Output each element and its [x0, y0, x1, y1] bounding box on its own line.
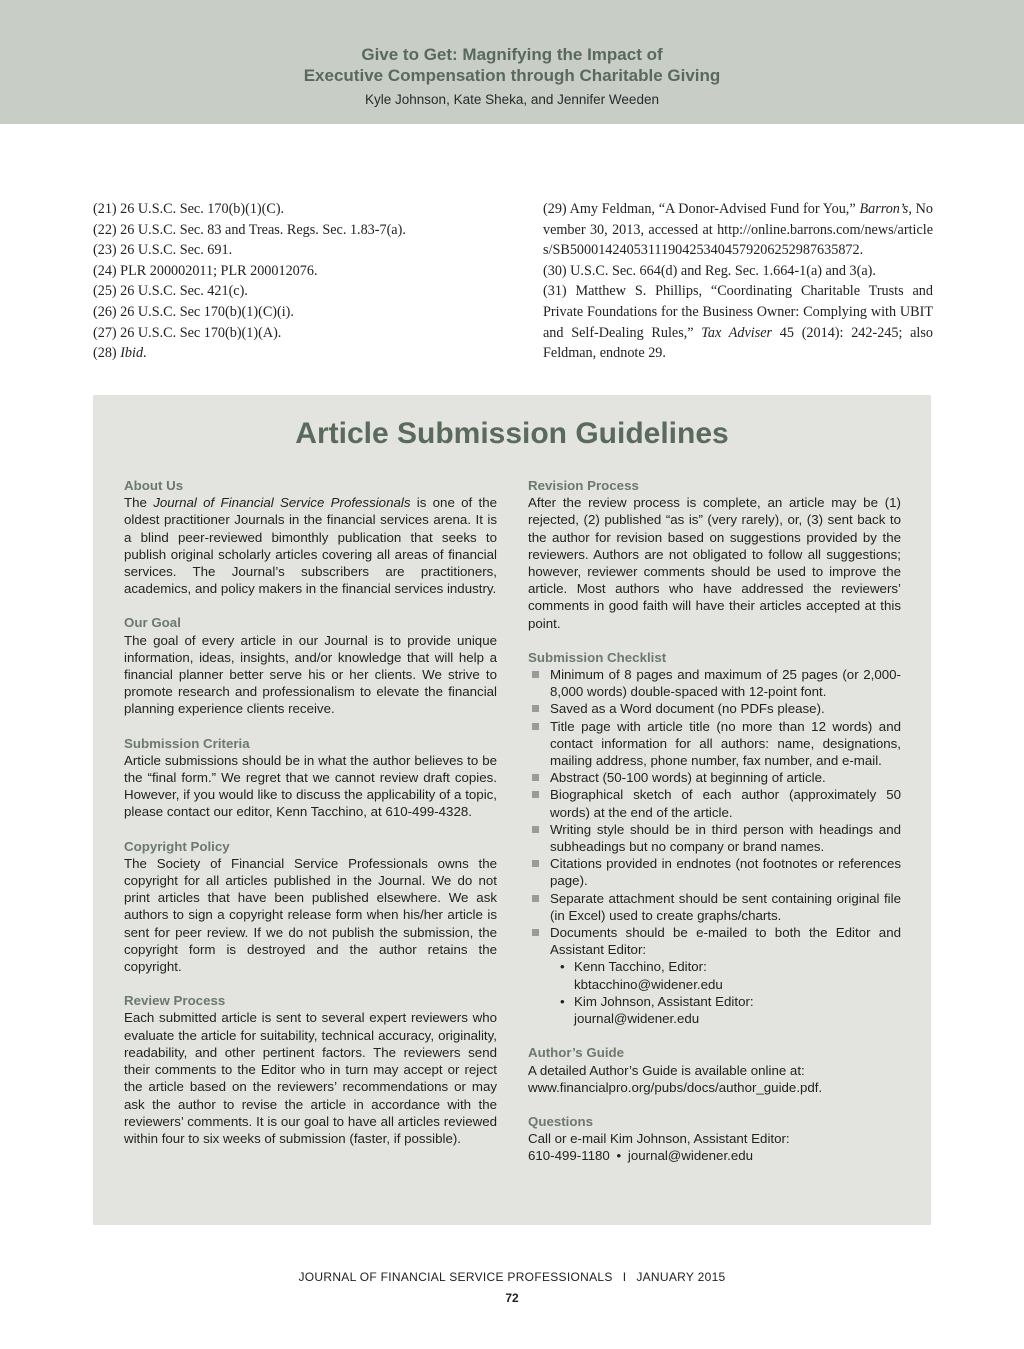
- footer-separator: I: [622, 1270, 627, 1284]
- authors-guide-url[interactable]: www.financialpro.org/pubs/docs/author_guide.pdf.: [528, 1079, 823, 1095]
- endnote-28-end: .: [143, 345, 147, 362]
- checklist-item: Citations provided in endnotes (not footnotes or references page).: [528, 855, 901, 889]
- article-title-line-2: Executive Compensation through Charitable Giving: [303, 66, 721, 85]
- review-process-body: Each submitted article is sent to several expert reviewers who evaluate the article for suitability, technical accuracy, originality, readability, and other pertinent factors. The reviewers send their comments to the Editor who in turn may accept or reject the article based on the reviewers’ recommendations or may ask the author to revise the article in accordance with the reviewers’ comments. It is our goal to have all articles reviewed within four to six weeks of submission (faster, if possible).: [124, 1010, 497, 1146]
- page-number: 72: [505, 1291, 519, 1305]
- endnote-25: (25) 26 U.S.C. Sec. 421(c).: [93, 283, 248, 300]
- about-us-text: The: [124, 495, 154, 511]
- endnote-30: (30) U.S.C. Sec. 664(d) and Reg. Sec. 1.664-1(a) and 3(a).: [543, 262, 876, 279]
- endnotes-left-column: [93, 199, 513, 364]
- endnote-28-italic: Ibid: [120, 345, 144, 362]
- questions-email[interactable]: journal@widener.edu: [627, 1148, 754, 1164]
- article-title-line-1: Give to Get: Magnifying the Impact of: [361, 45, 663, 64]
- questions-contact-line: [528, 1147, 901, 1164]
- assistant-editor-contact-name: • Kim Johnson, Assistant Editor:: [574, 993, 754, 1009]
- about-us-section: [124, 477, 497, 597]
- checklist-item: Minimum of 8 pages and maximum of 25 pages (or 2,000-8,000 words) double-spaced with 12-point font.: [528, 666, 901, 700]
- endnotes-right-column: [543, 199, 933, 364]
- checklist-item: Separate attachment should be sent containing original file (in Excel) used to create graphs/charts.: [528, 890, 901, 924]
- our-goal-heading: Our Goal: [124, 615, 181, 631]
- endnote-29-text: (29) Amy Feldman, “A Donor-Advised Fund for You,”: [543, 201, 860, 217]
- article-title: [0, 44, 1024, 86]
- questions-text: Call or e-mail Kim Johnson, Assistant Editor:: [528, 1131, 790, 1147]
- journal-name: Journal of Financial Service Professionals: [153, 495, 411, 511]
- checklist-item: Abstract (50-100 words) at beginning of article.: [528, 769, 901, 786]
- endnote-31: [543, 281, 933, 363]
- endnote-28: [93, 343, 513, 364]
- submission-checklist-heading: Submission Checklist: [528, 649, 667, 665]
- authors-guide-section: [528, 1044, 901, 1096]
- review-process-heading: Review Process: [124, 993, 226, 1009]
- checklist-item: Writing style should be in third person with headings and subheadings but no company or brand names.: [528, 821, 901, 855]
- submission-criteria-section: [124, 735, 497, 821]
- checklist-item: Title page with article title (no more than 12 words) and contact information for all authors: name, designations, mailing address, phone number, fax number, and e-mail.: [528, 718, 901, 770]
- submission-checklist: [528, 666, 901, 958]
- endnote-27: (27) 26 U.S.C. Sec 170(b)(1)(A).: [93, 324, 282, 341]
- copyright-policy-section: [124, 838, 497, 976]
- editor-contacts: [528, 958, 901, 1027]
- questions-heading: Questions: [528, 1113, 594, 1129]
- our-goal-body: The goal of every article in our Journal is to provide unique information, ideas, insights, and/or knowledge that will help a financial planner better serve his or her clients. We strive to promote research and professionalism to elevate the financial planning experience clients receive.: [124, 632, 497, 717]
- running-header: [0, 0, 1024, 124]
- endnote-26: (26) 26 U.S.C. Sec 170(b)(1)(C)(i).: [93, 303, 294, 320]
- assistant-editor-contact: [528, 993, 901, 1027]
- guidelines-title: Article Submission Guidelines: [295, 417, 729, 450]
- checklist-item: Saved as a Word document (no PDFs please).: [528, 700, 901, 717]
- copyright-policy-body: The Society of Financial Service Professionals owns the copyright for all articles published in the Journal. We do not print articles that have been published elsewhere. We ask authors to sign a copyright release form when his/her article is sent for peer review. If we do not publish the submission, the copyright form is destroyed and the author retains the copyright.: [124, 855, 497, 975]
- revision-process-heading: Revision Process: [528, 478, 639, 493]
- submission-criteria-heading: Submission Criteria: [124, 735, 250, 751]
- editor-contact-name: • Kenn Tacchino, Editor:: [574, 959, 707, 975]
- submission-criteria-body: Article submissions should be in what the author believes to be the “final form.” We regret that we cannot review draft copies. However, if you would like to discuss the applicability of a topic, please contact our editor, Kenn Tacchino, at 610-499-4328.: [124, 752, 497, 820]
- authors-guide-heading: Author’s Guide: [528, 1045, 625, 1061]
- endnote-29-italic: Barron’s: [859, 201, 909, 217]
- revision-process-section: [528, 477, 901, 632]
- endnote-29-rest: , November 30, 2013, accessed at http://online.barrons.com/news/articles/SB50001424053111904253404579206252987635872.: [543, 201, 933, 259]
- questions-phone[interactable]: 610-499-1180: [528, 1148, 610, 1164]
- guidelines-left-column: [124, 477, 497, 1164]
- questions-section: [528, 1113, 901, 1165]
- page-footer: [0, 1270, 1024, 1284]
- endnote-21: (21) 26 U.S.C. Sec. 170(b)(1)(C).: [93, 201, 285, 217]
- submission-checklist-section: [528, 649, 901, 1027]
- editor-contact: [528, 958, 901, 992]
- endnote-24: (24) PLR 200002011; PLR 200012076.: [93, 262, 318, 279]
- endnote-22: (22) 26 U.S.C. Sec. 83 and Treas. Regs. Sec. 1.83-7(a).: [93, 221, 406, 238]
- checklist-item: Biographical sketch of each author (approximately 50 words) at the end of the article.: [528, 786, 901, 820]
- editor-contact-email[interactable]: kbtacchino@widener.edu: [574, 976, 723, 992]
- endnote-29: [543, 199, 933, 261]
- about-us-body: [124, 494, 497, 597]
- article-authors: Kyle Johnson, Kate Sheka, and Jennifer Weeden: [365, 92, 659, 107]
- revision-process-body: After the review process is complete, an article may be (1) rejected, (2) published “as is” (very rarely), or, (3) sent back to the author for revision based on suggestions provided by the reviewers. Authors are not obligated to follow all suggestions; however, reviewer comments should be used to improve the article. Most authors who have addressed the reviewers’ comments in good faith will have their articles accepted at this point.: [528, 495, 901, 631]
- checklist-item: Documents should be e-mailed to both the Editor and Assistant Editor:: [528, 924, 901, 958]
- authors-guide-text: A detailed Author’s Guide is available online at:: [528, 1062, 805, 1078]
- copyright-policy-heading: Copyright Policy: [124, 838, 230, 854]
- about-us-text-rest: is one of the oldest practitioner Journals in the financial services arena. It is a blind peer-reviewed bimonthly publication that seeks to publish original scholarly articles covering all areas of financial services. The Journal’s subscribers are practitioners, academics, and policy makers in the financial services industry.: [124, 495, 498, 597]
- review-process-section: [124, 992, 497, 1147]
- endnote-31-text: (31) Matthew S. Phillips, “Coordinating Charitable Trusts and Private Foundations for the Business Owner: Complying with UBIT and Self-Dealing Rules,”: [543, 283, 933, 341]
- submission-guidelines-box: [93, 395, 931, 1225]
- footer-journal-name: JOURNAL OF FINANCIAL SERVICE PROFESSIONALS: [298, 1270, 613, 1284]
- about-us-heading: About Us: [124, 478, 184, 493]
- endnote-31-rest: 45 (2014): 242-245; also Feldman, endnote 29.: [543, 324, 933, 362]
- endnote-28-number: (28): [93, 345, 121, 362]
- assistant-editor-contact-email[interactable]: journal@widener.edu: [574, 1011, 700, 1027]
- endnote-31-italic: Tax Adviser: [701, 324, 773, 341]
- our-goal-section: [124, 614, 497, 717]
- guidelines-right-column: [528, 477, 901, 1182]
- questions-bullet: •: [616, 1148, 622, 1164]
- footer-date: JANUARY 2015: [636, 1270, 726, 1284]
- endnote-23: (23) 26 U.S.C. Sec. 691.: [93, 242, 233, 259]
